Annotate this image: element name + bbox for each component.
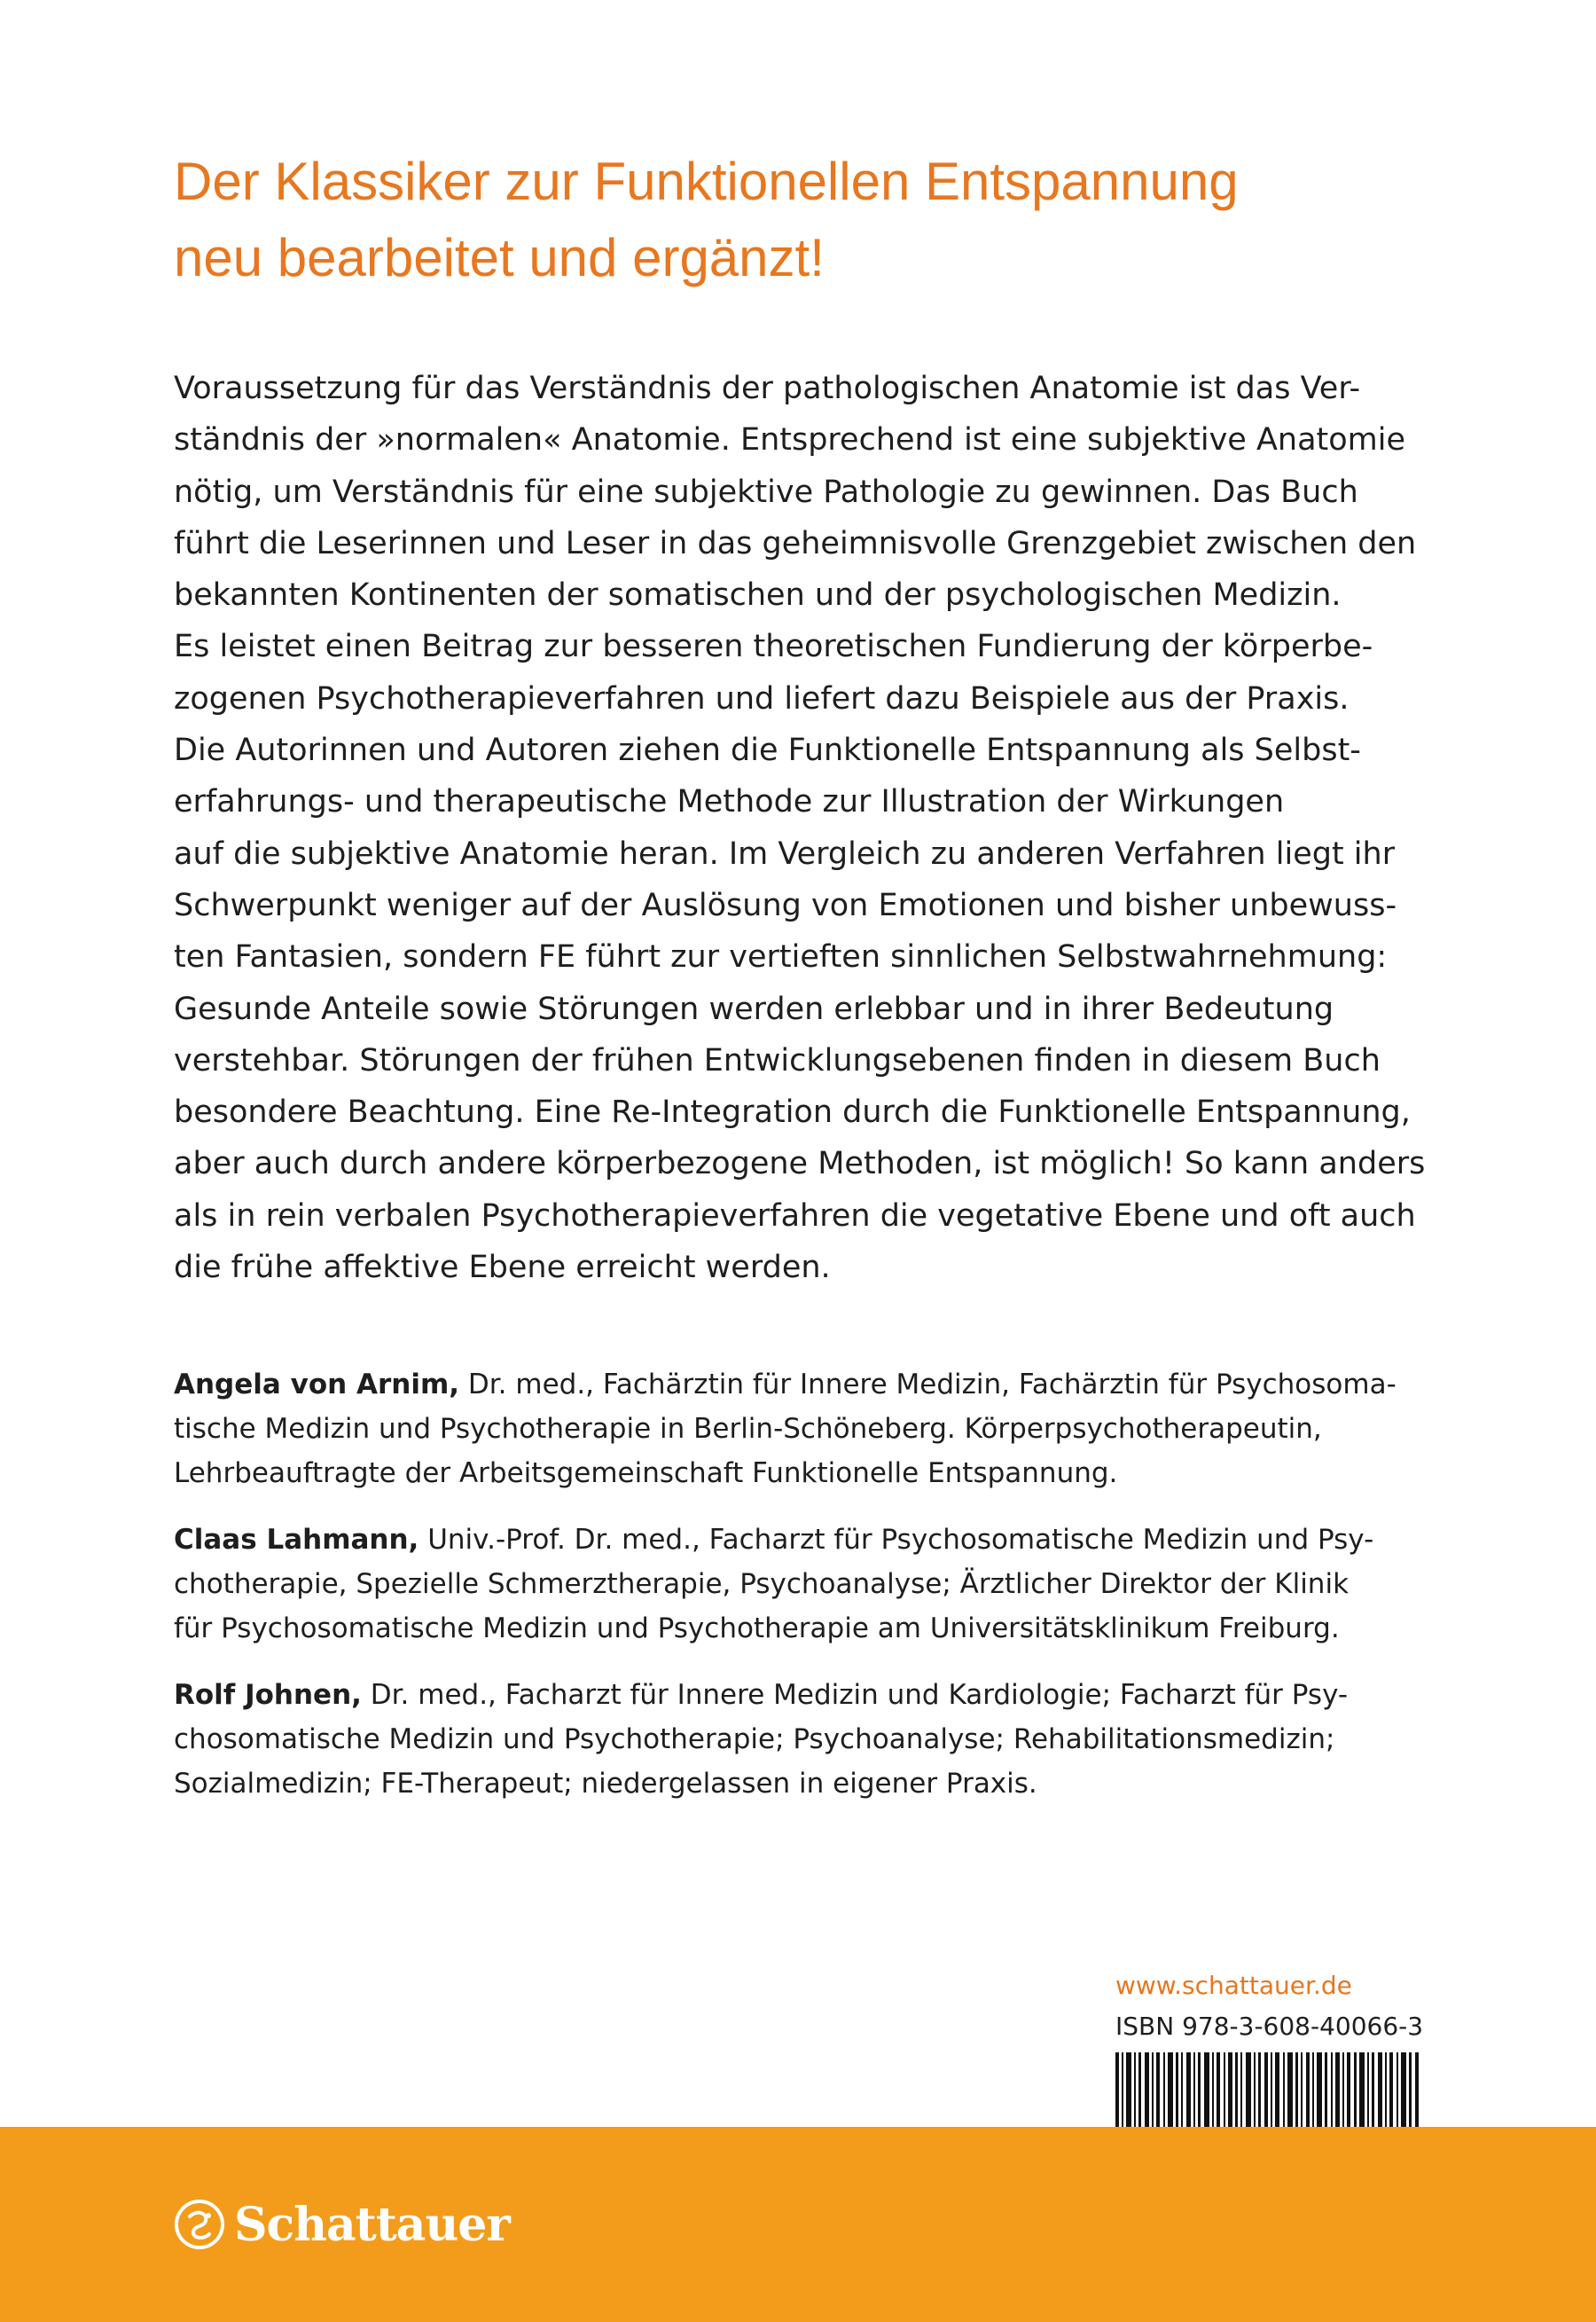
- publisher-url[interactable]: www.schattauer.de: [1115, 1971, 1352, 2000]
- blurb-line: auf die subjektive Anatomie heran. Im Vergleich zu anderen Verfahren liegt ihr: [174, 835, 1396, 872]
- author-bio: [174, 1673, 1433, 1806]
- author-name: Rolf Johnen,: [174, 1679, 362, 1711]
- blurb-line: Die Autorinnen und Autoren ziehen die Funktionelle Entspannung als Selbst-: [174, 733, 1361, 769]
- blurb-line: nötig, um Verständnis für eine subjektive Pathologie zu gewinnen. Das Buch: [174, 474, 1358, 510]
- blurb-line: führt die Leserinnen und Leser in das geheimnisvolle Grenzgebiet zwischen den: [174, 525, 1417, 561]
- author-bio: [174, 1362, 1433, 1495]
- blurb-line: aber auch durch andere körperbezogene Methoden, ist möglich! So kann anders: [174, 1146, 1426, 1182]
- blurb-line: zogenen Psychotherapieverfahren und liefert dazu Beispiele aus der Praxis.: [174, 680, 1350, 717]
- schattauer-emblem-icon: [174, 2199, 225, 2250]
- blurb-line: besondere Beachtung. Eine Re-Integration durch die Funktionelle Entspannung,: [174, 1094, 1411, 1131]
- barcode-icon: [1115, 2052, 1421, 2129]
- author-bio-line: Lehrbeauftragte der Arbeitsgemeinschaft Funktionelle Entspannung.: [174, 1457, 1118, 1489]
- author-bio-line: Sozialmedizin; FE-Therapeut; niedergelassen in eigener Praxis.: [174, 1768, 1037, 1800]
- headline-line: Der Klassiker zur Funktionellen Entspannung: [174, 152, 1239, 211]
- blurb-text: [174, 363, 1433, 1293]
- author-bio-line: für Psychosomatische Medizin und Psychotherapie am Universitätsklinikum Freiburg.: [174, 1612, 1340, 1644]
- blurb-line: ten Fantasien, sondern FE führt zur vertieften sinnlichen Selbstwahrnehmung:: [174, 939, 1388, 976]
- author-bio-text: Dr. med., Fachärztin für Innere Medizin, Fachärztin für Psychosoma-: [459, 1369, 1396, 1400]
- author-bio-line: [174, 1362, 1433, 1407]
- author-name: Angela von Arnim,: [174, 1369, 460, 1400]
- blurb-line: die frühe affektive Ebene erreicht werden.: [174, 1250, 831, 1286]
- author-bio-text: Dr. med., Facharzt für Innere Medizin und Kardiologie; Facharzt für Psy-: [361, 1679, 1349, 1711]
- author-bios: [174, 1362, 1433, 1828]
- blurb-line: Schwerpunkt weniger auf der Auslösung von Emotionen und bisher unbewuss-: [174, 887, 1397, 923]
- author-bio-line: chotherapie, Spezielle Schmerztherapie, Psychoanalyse; Ärztlicher Direktor der Klinik: [174, 1568, 1350, 1600]
- blurb-line: Es leistet einen Beitrag zur besseren theoretischen Fundierung der körperbe-: [174, 629, 1373, 665]
- headline: [174, 144, 1433, 296]
- isbn: ISBN 978-3-608-40066-3: [1115, 2012, 1424, 2041]
- blurb-line: Gesunde Anteile sowie Störungen werden erlebbar und in ihrer Bedeutung: [174, 991, 1334, 1027]
- author-bio-text: Univ.-Prof. Dr. med., Facharzt für Psychosomatische Medizin und Psy-: [419, 1524, 1374, 1556]
- author-name: Claas Lahmann,: [174, 1524, 419, 1556]
- blurb-line: erfahrungs- und therapeutische Methode zur Illustration der Wirkungen: [174, 784, 1285, 820]
- publisher-logo[interactable]: [174, 2196, 510, 2253]
- headline-line: neu bearbeitet und ergänzt!: [174, 228, 825, 287]
- author-bio: [174, 1518, 1433, 1651]
- logo-text: Schattauer: [234, 2197, 510, 2252]
- blurb-line: verstehbar. Störungen der frühen Entwicklungsebenen finden in diesem Buch: [174, 1042, 1381, 1079]
- blurb-line: als in rein verbalen Psychotherapieverfahren die vegetative Ebene und oft auch: [174, 1197, 1416, 1234]
- footer-band: [0, 2127, 1596, 2322]
- author-bio-line: tische Medizin und Psychotherapie in Berlin-Schöneberg. Körperpsychotherapeutin,: [174, 1413, 1322, 1445]
- blurb-line: bekannten Kontinenten der somatischen und der psychologischen Medizin.: [174, 577, 1342, 614]
- blurb-line: ständnis der »normalen« Anatomie. Entsprechend ist eine subjektive Anatomie: [174, 422, 1406, 459]
- author-bio-line: [174, 1518, 1433, 1562]
- author-bio-line: [174, 1673, 1433, 1717]
- author-bio-line: chosomatische Medizin und Psychotherapie; Psychoanalyse; Rehabilitationsmedizin;: [174, 1723, 1335, 1755]
- blurb-line: Voraussetzung für das Verständnis der pathologischen Anatomie ist das Ver-: [174, 371, 1361, 406]
